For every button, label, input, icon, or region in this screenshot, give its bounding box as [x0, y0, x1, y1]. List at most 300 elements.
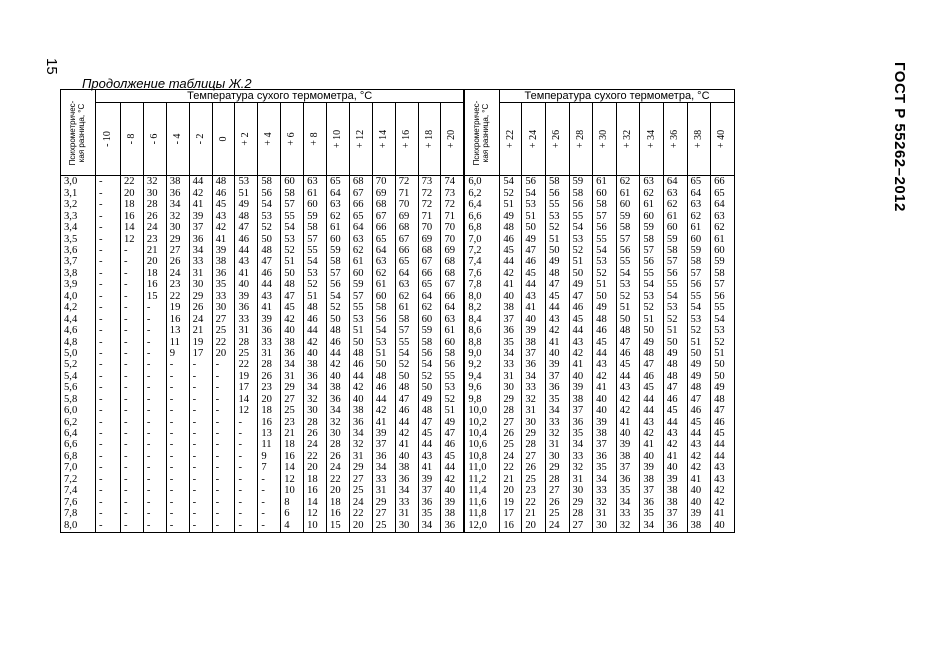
humidity-cell: 50 [258, 234, 281, 245]
table-row [465, 452, 734, 463]
humidity-cell: - [166, 486, 189, 497]
psychro-diff-cell: 3,9 [61, 280, 96, 291]
humidity-cell: 38 [616, 452, 640, 463]
humidity-cell: 7 [258, 463, 281, 474]
psychro-diff-cell: 7,2 [465, 246, 500, 257]
humidity-cell: 31 [569, 474, 593, 485]
humidity-cell: 38 [640, 474, 664, 485]
humidity-cell: - [166, 417, 189, 428]
humidity-cell: 63 [327, 200, 350, 211]
humidity-cell: 25 [545, 509, 569, 520]
humidity-cell: 27 [500, 417, 522, 428]
humidity-cell: 43 [258, 291, 281, 302]
humidity-cell: 24 [545, 520, 569, 532]
humidity-cell: 30 [304, 406, 327, 417]
humidity-cell: 41 [593, 383, 617, 394]
humidity-cell: 47 [545, 280, 569, 291]
psychro-diff-cell: 10,8 [465, 452, 500, 463]
table-row [465, 200, 734, 211]
humidity-cell: 66 [395, 246, 418, 257]
humidity-cell: 39 [593, 417, 617, 428]
psychro-label-right: Психрометричес- кая разница, °С [472, 100, 491, 165]
humidity-cell: - [96, 269, 121, 280]
temp-label: - 6 [148, 133, 160, 145]
humidity-cell: 30 [212, 303, 235, 314]
humidity-cell: 11 [258, 440, 281, 451]
humidity-cell: 47 [663, 383, 687, 394]
humidity-cell: 50 [545, 246, 569, 257]
humidity-cell: 40 [500, 291, 522, 302]
humidity-cell: 25 [212, 326, 235, 337]
temp-label: - 2 [194, 133, 206, 145]
humidity-cell: 71 [418, 211, 441, 222]
humidity-cell: 55 [640, 269, 664, 280]
humidity-cell: 64 [327, 188, 350, 199]
humidity-cell: 38 [500, 303, 522, 314]
humidity-cell: 61 [711, 234, 735, 245]
humidity-cell: 65 [418, 280, 441, 291]
humidity-cell: 45 [616, 360, 640, 371]
humidity-cell: 70 [418, 223, 441, 234]
table-row [465, 188, 734, 199]
humidity-cell: 67 [372, 211, 395, 222]
humidity-cell: 63 [349, 234, 372, 245]
humidity-cell: 44 [395, 417, 418, 428]
humidity-cell: - [143, 360, 166, 371]
humidity-cell: 37 [189, 223, 212, 234]
humidity-cell: 62 [687, 211, 711, 222]
humidity-cell: - [212, 440, 235, 451]
psychro-diff-cell: 5,4 [61, 371, 96, 382]
humidity-cell: 49 [545, 257, 569, 268]
humidity-cell: 37 [593, 440, 617, 451]
humidity-cell: 54 [395, 349, 418, 360]
humidity-cell: 27 [212, 314, 235, 325]
humidity-cell: 52 [711, 337, 735, 348]
humidity-cell: 70 [372, 176, 395, 189]
humidity-cell: 60 [687, 234, 711, 245]
humidity-cell: 14 [281, 463, 304, 474]
psychro-diff-cell: 11,4 [465, 486, 500, 497]
humidity-cell: 55 [593, 234, 617, 245]
psychro-diff-cell: 6,4 [465, 200, 500, 211]
humidity-cell: 31 [281, 371, 304, 382]
humidity-cell: 34 [418, 520, 441, 532]
humidity-cell: 60 [441, 337, 464, 348]
humidity-cell: - [235, 474, 258, 485]
psychro-diff-cell: 6,6 [61, 440, 96, 451]
table-row [61, 291, 464, 302]
humidity-cell: 51 [522, 211, 546, 222]
humidity-cell: - [189, 360, 212, 371]
humidity-cell: 72 [418, 200, 441, 211]
table-row [61, 486, 464, 497]
psychro-diff-cell: 7,6 [61, 497, 96, 508]
right-table [464, 89, 734, 533]
humidity-cell: 23 [281, 417, 304, 428]
humidity-cell: 42 [569, 349, 593, 360]
humidity-cell: - [96, 360, 121, 371]
humidity-cell: 47 [281, 291, 304, 302]
humidity-cell: - [212, 360, 235, 371]
humidity-cell: - [189, 452, 212, 463]
humidity-cell: 46 [687, 406, 711, 417]
humidity-cell: 24 [143, 223, 166, 234]
table-row [61, 463, 464, 474]
humidity-cell: 24 [166, 269, 189, 280]
humidity-cell: 48 [349, 349, 372, 360]
humidity-cell: 46 [441, 440, 464, 451]
humidity-cell: 51 [235, 188, 258, 199]
table-row [465, 486, 734, 497]
temp-label: + 10 [331, 129, 343, 149]
humidity-cell: 66 [441, 291, 464, 302]
humidity-cell: - [189, 383, 212, 394]
psychro-diff-cell: 9,6 [465, 383, 500, 394]
psychro-diff-cell: 4,2 [61, 303, 96, 314]
humidity-cell: 42 [640, 429, 664, 440]
humidity-cell: 45 [569, 314, 593, 325]
humidity-cell: 40 [616, 429, 640, 440]
humidity-cell: 39 [522, 326, 546, 337]
humidity-cell: 46 [500, 234, 522, 245]
humidity-cell: - [166, 520, 189, 532]
humidity-cell: - [166, 406, 189, 417]
humidity-cell: 47 [395, 394, 418, 405]
humidity-cell: 37 [500, 314, 522, 325]
humidity-cell: - [143, 486, 166, 497]
humidity-cell: 21 [281, 429, 304, 440]
humidity-cell: 48 [304, 303, 327, 314]
psychro-diff-cell: 11,8 [465, 509, 500, 520]
humidity-cell: 52 [418, 371, 441, 382]
humidity-cell: 38 [212, 257, 235, 268]
humidity-cell: 20 [522, 520, 546, 532]
humidity-cell: 48 [593, 314, 617, 325]
humidity-cell: 52 [395, 360, 418, 371]
humidity-cell: 61 [663, 211, 687, 222]
humidity-cell: 38 [687, 520, 711, 532]
humidity-cell: 26 [500, 429, 522, 440]
humidity-cell: 67 [418, 257, 441, 268]
temp-col-header [593, 103, 617, 176]
psychro-diff-cell: 11,6 [465, 497, 500, 508]
humidity-cell: 52 [281, 246, 304, 257]
humidity-cell: 53 [545, 211, 569, 222]
temp-label: + 32 [622, 129, 634, 149]
humidity-cell: 36 [418, 497, 441, 508]
humidity-cell: 42 [372, 406, 395, 417]
temp-col-header [711, 103, 735, 176]
humidity-cell: 29 [372, 497, 395, 508]
humidity-cell: - [96, 303, 121, 314]
humidity-cell: 63 [711, 211, 735, 222]
psychro-diff-cell: 6,0 [465, 176, 500, 189]
psychro-diff-cell: 7,4 [61, 486, 96, 497]
humidity-cell: 44 [327, 349, 350, 360]
temp-label: + 26 [551, 129, 563, 149]
humidity-cell: 42 [349, 383, 372, 394]
humidity-cell: 40 [545, 349, 569, 360]
humidity-cell: 36 [500, 326, 522, 337]
humidity-cell: 58 [327, 257, 350, 268]
humidity-cell: 56 [327, 280, 350, 291]
humidity-cell: 14 [235, 394, 258, 405]
humidity-cell: - [96, 200, 121, 211]
table-row [465, 314, 734, 325]
humidity-cell: 49 [418, 394, 441, 405]
psychro-diff-cell: 8,0 [465, 291, 500, 302]
humidity-cell: - [258, 474, 281, 485]
humidity-cell: 60 [616, 200, 640, 211]
humidity-cell: - [121, 326, 144, 337]
humidity-cell: 10 [281, 486, 304, 497]
psychro-diff-cell: 7,0 [465, 234, 500, 245]
humidity-cell: 58 [640, 234, 664, 245]
humidity-cell: 72 [418, 188, 441, 199]
humidity-cell: 31 [189, 269, 212, 280]
humidity-cell: 22 [500, 463, 522, 474]
humidity-cell: - [212, 520, 235, 532]
humidity-cell: 15 [143, 291, 166, 302]
humidity-cell: 41 [545, 337, 569, 348]
humidity-cell: 49 [687, 360, 711, 371]
temp-col-header [687, 103, 711, 176]
humidity-cell: 47 [569, 291, 593, 302]
humidity-cell: - [96, 337, 121, 348]
humidity-cell: 54 [687, 303, 711, 314]
temp-col-header [327, 103, 350, 176]
humidity-cell: - [121, 394, 144, 405]
humidity-cell: 42 [663, 440, 687, 451]
temp-col-header [304, 103, 327, 176]
humidity-cell: 60 [327, 234, 350, 245]
humidity-cell: 57 [327, 269, 350, 280]
humidity-cell: 69 [418, 234, 441, 245]
humidity-cell: 25 [235, 349, 258, 360]
table-row [465, 303, 734, 314]
humidity-cell: 22 [327, 474, 350, 485]
humidity-cell: 45 [418, 429, 441, 440]
temp-label: + 30 [598, 129, 610, 149]
humidity-cell: 37 [418, 486, 441, 497]
humidity-cell: - [143, 452, 166, 463]
humidity-cell: 58 [418, 337, 441, 348]
humidity-cell: 34 [372, 463, 395, 474]
humidity-cell: 48 [258, 246, 281, 257]
table-row [61, 303, 464, 314]
humidity-cell: 50 [395, 371, 418, 382]
table-row [61, 326, 464, 337]
humidity-cell: 50 [687, 349, 711, 360]
humidity-cell: 35 [545, 394, 569, 405]
humidity-cell: 9 [166, 349, 189, 360]
humidity-cell: 36 [569, 417, 593, 428]
psychro-diff-cell: 5,2 [61, 360, 96, 371]
humidity-cell: - [212, 497, 235, 508]
humidity-cell: 39 [687, 509, 711, 520]
humidity-cell: - [189, 440, 212, 451]
humidity-cell: 46 [349, 360, 372, 371]
humidity-cell: 34 [616, 497, 640, 508]
humidity-cell: 35 [212, 280, 235, 291]
humidity-cell: - [121, 246, 144, 257]
humidity-cell: - [121, 269, 144, 280]
humidity-cell: 32 [143, 176, 166, 189]
humidity-cell: 52 [304, 280, 327, 291]
humidity-cell: 39 [640, 463, 664, 474]
humidity-cell: 66 [372, 223, 395, 234]
temp-col-header [640, 103, 664, 176]
humidity-cell: 52 [687, 326, 711, 337]
humidity-cell: 52 [663, 314, 687, 325]
humidity-cell: 26 [143, 211, 166, 222]
humidity-cell: 40 [569, 371, 593, 382]
humidity-cell: 64 [663, 176, 687, 189]
humidity-cell: 49 [593, 303, 617, 314]
humidity-cell: 45 [711, 429, 735, 440]
humidity-cell: 65 [395, 257, 418, 268]
humidity-cell: 52 [569, 246, 593, 257]
humidity-cell: 51 [640, 314, 664, 325]
humidity-cell: 48 [418, 406, 441, 417]
humidity-cell: 38 [349, 406, 372, 417]
humidity-cell: 58 [372, 303, 395, 314]
humidity-cell: - [121, 383, 144, 394]
humidity-cell: 65 [711, 188, 735, 199]
psychro-label-left: Психрометричес- кая разница, °С [68, 100, 86, 165]
humidity-cell: 12 [304, 509, 327, 520]
humidity-cell: 20 [327, 486, 350, 497]
humidity-cell: 51 [593, 280, 617, 291]
humidity-cell: 59 [327, 246, 350, 257]
psychro-diff-cell: 6,2 [61, 417, 96, 428]
humidity-cell: 27 [545, 486, 569, 497]
humidity-cell: 47 [640, 360, 664, 371]
psychro-diff-cell: 8,8 [465, 337, 500, 348]
humidity-cell: 22 [349, 509, 372, 520]
humidity-cell: 34 [304, 383, 327, 394]
humidity-cell: 46 [304, 314, 327, 325]
humidity-cell: - [143, 394, 166, 405]
humidity-cell: 36 [441, 520, 464, 532]
temp-label: + 2 [240, 132, 252, 146]
humidity-cell: - [96, 223, 121, 234]
humidity-cell: - [121, 417, 144, 428]
humidity-cell: - [96, 349, 121, 360]
temp-label: + 20 [446, 129, 458, 149]
humidity-cell: 41 [663, 452, 687, 463]
table-row [465, 520, 734, 532]
humidity-cell: 38 [569, 394, 593, 405]
humidity-cell: 57 [349, 291, 372, 302]
temp-label: - 8 [125, 133, 137, 145]
humidity-cell: - [189, 406, 212, 417]
humidity-cell: - [143, 497, 166, 508]
humidity-cell: 37 [640, 486, 664, 497]
humidity-cell: 53 [616, 280, 640, 291]
temp-label: 0 [217, 136, 229, 142]
humidity-cell: 28 [327, 440, 350, 451]
humidity-cell: 62 [616, 176, 640, 189]
humidity-cell: 51 [569, 257, 593, 268]
humidity-cell: 45 [500, 246, 522, 257]
humidity-cell: 12 [281, 474, 304, 485]
table-row [465, 246, 734, 257]
humidity-cell: 22 [235, 360, 258, 371]
humidity-cell: 36 [522, 360, 546, 371]
humidity-cell: 38 [522, 337, 546, 348]
humidity-cell: 18 [304, 474, 327, 485]
table-row [465, 440, 734, 451]
psychro-diff-cell: 3,1 [61, 188, 96, 199]
humidity-cell: 27 [522, 452, 546, 463]
humidity-cell: - [143, 371, 166, 382]
humidity-cell: 41 [372, 417, 395, 428]
humidity-cell: 12 [121, 234, 144, 245]
humidity-cell: - [121, 291, 144, 302]
humidity-cell: 27 [372, 509, 395, 520]
humidity-cell: 30 [327, 429, 350, 440]
humidity-cell: 53 [569, 234, 593, 245]
humidity-cell: 41 [569, 360, 593, 371]
humidity-cell: - [121, 520, 144, 532]
temp-col-header [143, 103, 166, 176]
humidity-cell: 49 [235, 200, 258, 211]
humidity-cell: - [212, 371, 235, 382]
psychro-diff-cell: 9,2 [465, 360, 500, 371]
humidity-cell: 41 [189, 200, 212, 211]
humidity-cell: 36 [372, 452, 395, 463]
psychro-diff-cell: 7,2 [61, 474, 96, 485]
humidity-cell: 54 [281, 223, 304, 234]
humidity-cell: 50 [616, 314, 640, 325]
humidity-cell: 49 [711, 383, 735, 394]
humidity-cell: 36 [545, 383, 569, 394]
humidity-cell: 65 [687, 176, 711, 189]
humidity-cell: 40 [395, 452, 418, 463]
table-row [465, 211, 734, 222]
humidity-cell: - [96, 246, 121, 257]
humidity-cell: - [121, 360, 144, 371]
humidity-cell: 44 [418, 440, 441, 451]
humidity-cell: 30 [593, 520, 617, 532]
humidity-cell: 61 [687, 223, 711, 234]
humidity-cell: 40 [687, 497, 711, 508]
humidity-cell: - [258, 497, 281, 508]
humidity-cell: - [235, 440, 258, 451]
humidity-cell: 67 [441, 280, 464, 291]
humidity-cell: 54 [663, 291, 687, 302]
psychro-diff-cell: 3,8 [61, 269, 96, 280]
humidity-cell: 56 [640, 257, 664, 268]
psychro-diff-cell: 7,6 [465, 269, 500, 280]
humidity-cell: 55 [304, 246, 327, 257]
humidity-cell: 58 [711, 269, 735, 280]
humidity-cell: 40 [663, 463, 687, 474]
humidity-cell: 39 [545, 360, 569, 371]
humidity-cell: - [96, 188, 121, 199]
humidity-cell: 41 [711, 509, 735, 520]
psychro-diff-cell: 3,2 [61, 200, 96, 211]
humidity-cell: 46 [327, 337, 350, 348]
humidity-cell: 53 [235, 176, 258, 189]
humidity-cell: 26 [189, 303, 212, 314]
temp-label: + 22 [504, 129, 516, 149]
humidity-cell: 61 [640, 200, 664, 211]
humidity-cell: 40 [327, 371, 350, 382]
humidity-cell: 16 [500, 520, 522, 532]
